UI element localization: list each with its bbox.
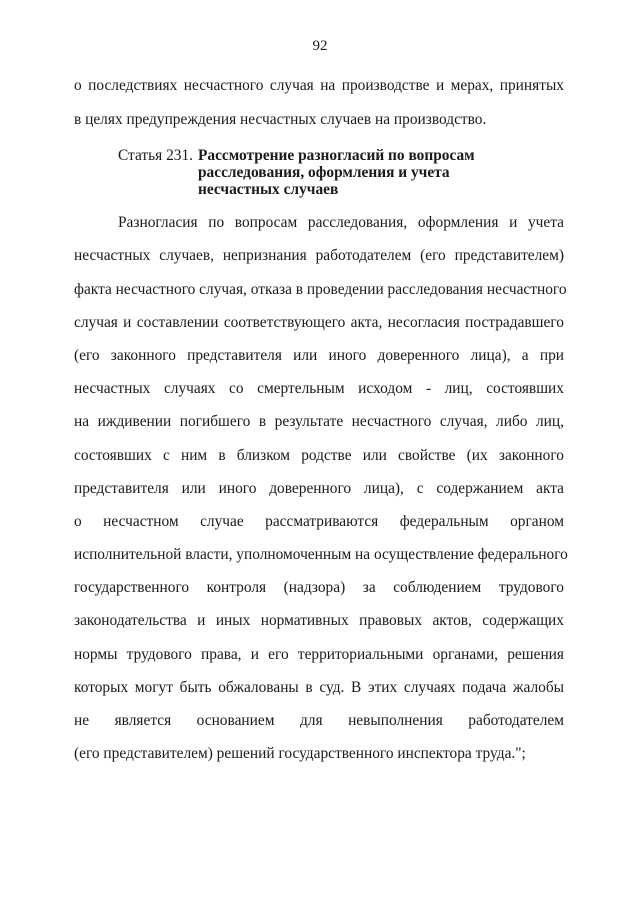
body-line-2: несчастных случаев, непризнания работодателем (его представителем) bbox=[74, 247, 564, 264]
body-line-17: (его представителем) решений государственного инспектора труда."; bbox=[74, 745, 526, 762]
page-number: 92 bbox=[312, 38, 328, 54]
body-line-5: (его законного представителя или иного доверенного лица), а при bbox=[74, 347, 564, 364]
body-line-8: состоявших с ним в близком родстве или свойстве (их законного bbox=[74, 447, 564, 464]
intro-line-1: о последствиях несчастного случая на производстве и мерах, принятых bbox=[74, 77, 564, 94]
body-line-7: на иждивении погибшего в результате несчастного случая, либо лиц, bbox=[74, 413, 564, 430]
article-label: Статья 231. bbox=[118, 147, 194, 164]
article-title-line-3: несчастных случаев bbox=[198, 181, 339, 198]
body-line-4: случая и составлении соответствующего акта, несогласия пострадавшего bbox=[74, 314, 564, 331]
article-title-line-2: расследования, оформления и учета bbox=[198, 164, 450, 181]
body-line-14: нормы трудового права, и его территориальными органами, решения bbox=[74, 646, 564, 663]
intro-line-2: в целях предупреждения несчастных случаев на производство. bbox=[74, 111, 487, 128]
body-line-16: не является основанием для невыполнения работодателем bbox=[74, 712, 564, 729]
body-line-6: несчастных случаях со смертельным исходом - лиц, состоявших bbox=[74, 380, 564, 397]
body-line-3: факта несчастного случая, отказа в проведении расследования несчастного bbox=[74, 281, 567, 298]
article-title-line-1: Рассмотрение разногласий по вопросам bbox=[198, 147, 475, 164]
body-line-13: законодательства и иных нормативных правовых актов, содержащих bbox=[74, 612, 564, 629]
body-line-11: исполнительной власти, уполномоченным на осуществление федерального bbox=[74, 546, 568, 563]
body-line-15: которых могут быть обжалованы в суд. В этих случаях подача жалобы bbox=[74, 679, 564, 696]
body-line-10: о несчастном случае рассматриваются федеральным органом bbox=[74, 513, 564, 530]
body-line-9: представителя или иного доверенного лица), с содержанием акта bbox=[74, 480, 564, 497]
body-line-12: государственного контроля (надзора) за соблюдением трудового bbox=[74, 579, 564, 596]
body-line-1: Разногласия по вопросам расследования, оформления и учета bbox=[118, 214, 564, 231]
